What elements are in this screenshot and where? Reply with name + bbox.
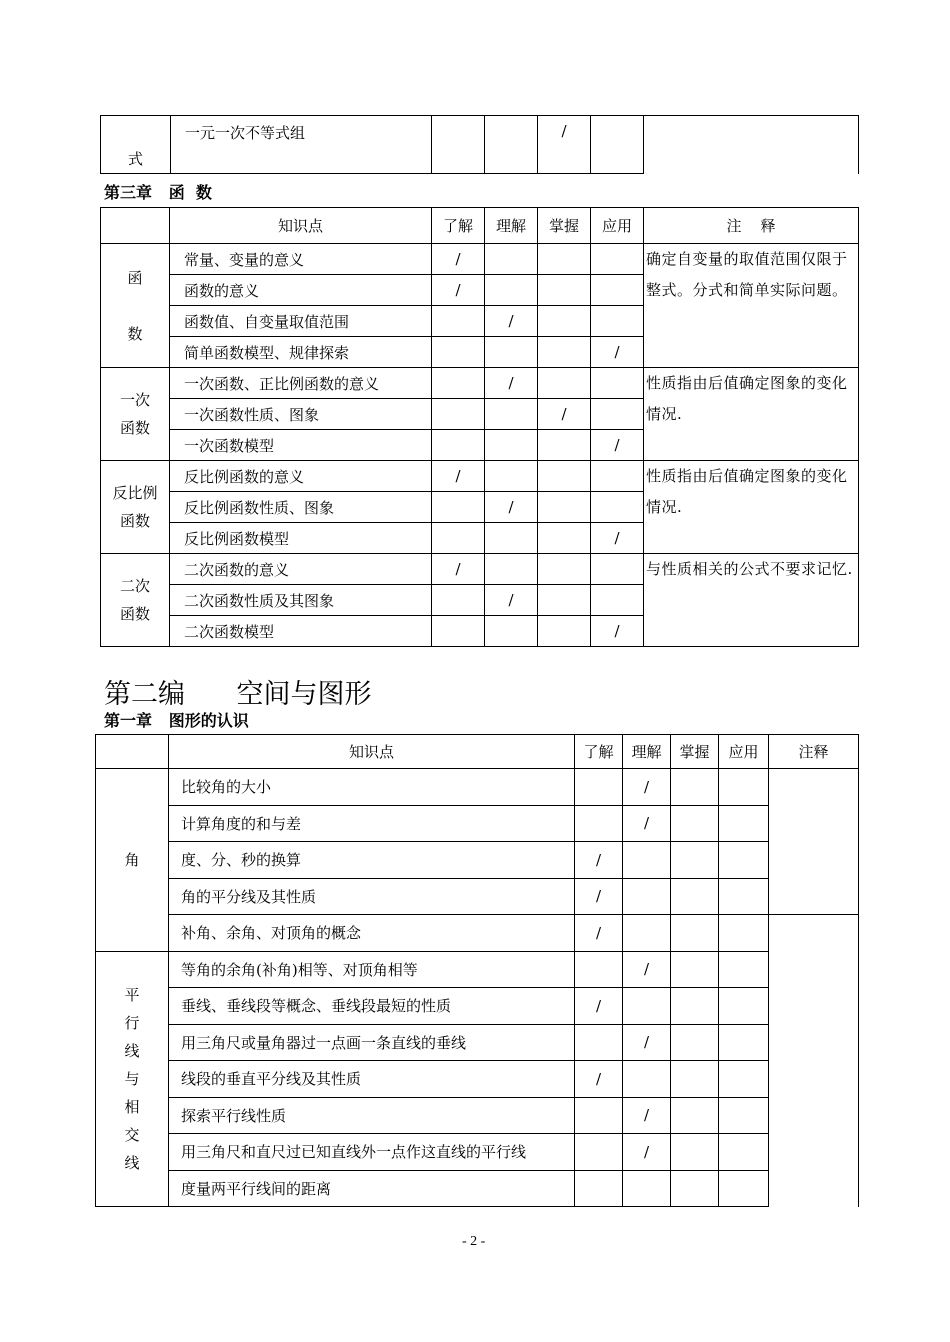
knowledge-item: 补角、余角、对顶角的概念	[169, 915, 575, 952]
knowledge-item: 一次函数模型	[170, 430, 432, 461]
group-label: 角	[96, 769, 169, 952]
mark-cell	[671, 1134, 719, 1171]
header-blank	[101, 208, 170, 244]
knowledge-item: 反比例函数性质、图象	[170, 492, 432, 523]
header-apply: 应用	[591, 208, 644, 244]
mark-cell	[485, 616, 538, 647]
header-master: 掌握	[671, 735, 719, 769]
knowledge-item: 垂线、垂线段等概念、垂线段最短的性质	[169, 988, 575, 1025]
header-understand: 了解	[432, 208, 485, 244]
header-apply: 应用	[719, 735, 769, 769]
mark-cell	[671, 951, 719, 988]
mark-cell	[719, 988, 769, 1025]
table-row	[96, 842, 859, 879]
mark-cell	[432, 368, 485, 399]
mark-cell: /	[623, 1134, 671, 1171]
mark-cell: /	[623, 805, 671, 842]
mark-cell: /	[485, 306, 538, 337]
note-cell	[769, 915, 859, 1207]
mark-cell	[538, 244, 591, 275]
table-row	[101, 368, 859, 399]
table-row	[96, 1170, 859, 1207]
mark-cell	[432, 585, 485, 616]
knowledge-item: 探索平行线性质	[169, 1097, 575, 1134]
mark-cell: /	[485, 492, 538, 523]
mark-cell	[485, 430, 538, 461]
mark-cell	[432, 523, 485, 554]
mark-cell	[591, 306, 644, 337]
mark-cell	[719, 842, 769, 879]
knowledge-item: 简单函数模型、规律探索	[170, 337, 432, 368]
knowledge-item: 用三角尺和直尺过已知直线外一点作这直线的平行线	[169, 1134, 575, 1171]
table-row	[96, 878, 859, 915]
mark-cell: /	[623, 951, 671, 988]
mark-cell	[538, 492, 591, 523]
note-cell: 确定自变量的取值范围仅限于整式。分式和简单实际问题。	[644, 244, 859, 368]
mark-cell	[719, 805, 769, 842]
group-label: 二次 函数	[101, 554, 170, 647]
table-row	[101, 244, 859, 275]
mark-cell	[575, 1134, 623, 1171]
group-label: 式	[101, 116, 171, 174]
knowledge-item: 反比例函数模型	[170, 523, 432, 554]
note-cell: 与性质相关的公式不要求记忆.	[644, 554, 859, 647]
mark-cell: /	[485, 368, 538, 399]
mark-cell: /	[575, 1061, 623, 1098]
mark-cell	[485, 337, 538, 368]
mark-cell: /	[591, 337, 644, 368]
mark-cell	[591, 461, 644, 492]
mark-cell	[591, 116, 644, 174]
mark-cell	[719, 951, 769, 988]
mark-cell	[575, 805, 623, 842]
mark-cell: /	[538, 116, 591, 174]
mark-cell: /	[591, 616, 644, 647]
mark-cell	[432, 306, 485, 337]
header-knowledge: 知识点	[170, 208, 432, 244]
mark-cell	[671, 1097, 719, 1134]
knowledge-item: 反比例函数的意义	[170, 461, 432, 492]
mark-cell	[591, 275, 644, 306]
mark-cell	[575, 769, 623, 806]
table-row	[101, 461, 859, 492]
mark-cell	[623, 988, 671, 1025]
mark-cell	[432, 399, 485, 430]
knowledge-item: 比较角的大小	[169, 769, 575, 806]
header-comprehend: 理解	[485, 208, 538, 244]
mark-cell	[719, 1134, 769, 1171]
top-fragment-table	[100, 115, 859, 174]
chapter3-table	[100, 207, 859, 647]
mark-cell	[432, 430, 485, 461]
mark-cell	[538, 430, 591, 461]
mark-cell: /	[575, 988, 623, 1025]
mark-cell	[538, 616, 591, 647]
mark-cell: /	[623, 769, 671, 806]
mark-cell: /	[485, 585, 538, 616]
mark-cell: /	[575, 842, 623, 879]
knowledge-item: 函数的意义	[170, 275, 432, 306]
mark-cell	[538, 275, 591, 306]
table-row	[96, 769, 859, 806]
mark-cell: /	[432, 554, 485, 585]
mark-cell	[719, 1061, 769, 1098]
mark-cell	[591, 399, 644, 430]
mark-cell: /	[575, 878, 623, 915]
mark-cell: /	[432, 275, 485, 306]
mark-cell	[575, 1024, 623, 1061]
mark-cell	[671, 769, 719, 806]
group-label: 平 行 线 与 相 交 线	[96, 951, 169, 1207]
mark-cell	[575, 1170, 623, 1207]
mark-cell: /	[623, 1024, 671, 1061]
part2-chapter1-title: 第一章 图形的认识	[104, 711, 249, 730]
mark-cell	[485, 523, 538, 554]
mark-cell	[591, 492, 644, 523]
knowledge-item: 一元一次不等式组	[171, 116, 432, 174]
mark-cell	[432, 337, 485, 368]
table-row	[96, 805, 859, 842]
mark-cell	[671, 842, 719, 879]
mark-cell: /	[591, 523, 644, 554]
mark-cell	[719, 878, 769, 915]
chapter3-title: 第三章 函 数	[104, 183, 212, 202]
mark-cell	[432, 116, 485, 174]
mark-cell	[623, 1170, 671, 1207]
mark-cell	[485, 116, 538, 174]
mark-cell	[538, 554, 591, 585]
mark-cell	[485, 244, 538, 275]
mark-cell	[671, 1024, 719, 1061]
table-row	[96, 915, 859, 952]
knowledge-item: 二次函数性质及其图象	[170, 585, 432, 616]
header-blank	[96, 735, 169, 769]
mark-cell	[623, 878, 671, 915]
knowledge-item: 度、分、秒的换算	[169, 842, 575, 879]
mark-cell	[671, 915, 719, 952]
header-understand: 了解	[575, 735, 623, 769]
header-master: 掌握	[538, 208, 591, 244]
mark-cell	[591, 585, 644, 616]
table-row	[101, 554, 859, 585]
mark-cell	[623, 842, 671, 879]
knowledge-item: 常量、变量的意义	[170, 244, 432, 275]
knowledge-item: 函数值、自变量取值范围	[170, 306, 432, 337]
mark-cell: /	[432, 461, 485, 492]
mark-cell: /	[623, 1097, 671, 1134]
note-cell: 性质指由后值确定图象的变化情况.	[644, 461, 859, 554]
mark-cell	[538, 523, 591, 554]
mark-cell	[485, 275, 538, 306]
mark-cell: /	[432, 244, 485, 275]
part2-title: 第二编 空间与图形	[104, 679, 372, 710]
mark-cell	[623, 915, 671, 952]
knowledge-item: 用三角尺或量角器过一点画一条直线的垂线	[169, 1024, 575, 1061]
mark-cell	[538, 461, 591, 492]
mark-cell	[719, 1170, 769, 1207]
mark-cell	[719, 915, 769, 952]
knowledge-item: 一次函数性质、图象	[170, 399, 432, 430]
note-cell	[644, 116, 859, 174]
table-row	[96, 1134, 859, 1171]
knowledge-item: 二次函数的意义	[170, 554, 432, 585]
mark-cell	[671, 1170, 719, 1207]
mark-cell	[575, 951, 623, 988]
header-note: 注释	[769, 735, 859, 769]
page-number: - 2 -	[462, 1234, 486, 1249]
knowledge-item: 度量两平行线间的距离	[169, 1170, 575, 1207]
mark-cell	[671, 878, 719, 915]
mark-cell	[671, 988, 719, 1025]
mark-cell	[538, 368, 591, 399]
knowledge-item: 角的平分线及其性质	[169, 878, 575, 915]
table-row	[96, 951, 859, 988]
mark-cell: /	[591, 430, 644, 461]
mark-cell: /	[538, 399, 591, 430]
mark-cell	[671, 805, 719, 842]
mark-cell	[432, 616, 485, 647]
knowledge-item: 二次函数模型	[170, 616, 432, 647]
chapter1-figures-table	[95, 734, 859, 1207]
mark-cell	[591, 554, 644, 585]
header-comprehend: 理解	[623, 735, 671, 769]
knowledge-item: 计算角度的和与差	[169, 805, 575, 842]
note-cell	[769, 769, 859, 915]
group-label: 反比例 函数	[101, 461, 170, 554]
knowledge-item: 线段的垂直平分线及其性质	[169, 1061, 575, 1098]
mark-cell	[538, 585, 591, 616]
mark-cell	[719, 1097, 769, 1134]
mark-cell	[719, 1024, 769, 1061]
mark-cell	[538, 337, 591, 368]
mark-cell	[485, 461, 538, 492]
group-label: 一次 函数	[101, 368, 170, 461]
group-label: 函 数	[101, 244, 170, 368]
mark-cell	[591, 368, 644, 399]
knowledge-item: 等角的余角(补角)相等、对顶角相等	[169, 951, 575, 988]
note-cell: 性质指由后值确定图象的变化情况.	[644, 368, 859, 461]
header-note: 注 释	[644, 208, 859, 244]
mark-cell	[575, 1097, 623, 1134]
mark-cell: /	[575, 915, 623, 952]
mark-cell	[623, 1061, 671, 1098]
knowledge-item: 一次函数、正比例函数的意义	[170, 368, 432, 399]
mark-cell	[719, 769, 769, 806]
mark-cell	[432, 492, 485, 523]
mark-cell	[591, 244, 644, 275]
mark-cell	[485, 399, 538, 430]
mark-cell	[538, 306, 591, 337]
table-row	[96, 1061, 859, 1098]
table-row	[96, 1024, 859, 1061]
mark-cell	[485, 554, 538, 585]
table-row	[96, 1097, 859, 1134]
mark-cell	[671, 1061, 719, 1098]
table-row	[96, 988, 859, 1025]
header-knowledge: 知识点	[169, 735, 575, 769]
